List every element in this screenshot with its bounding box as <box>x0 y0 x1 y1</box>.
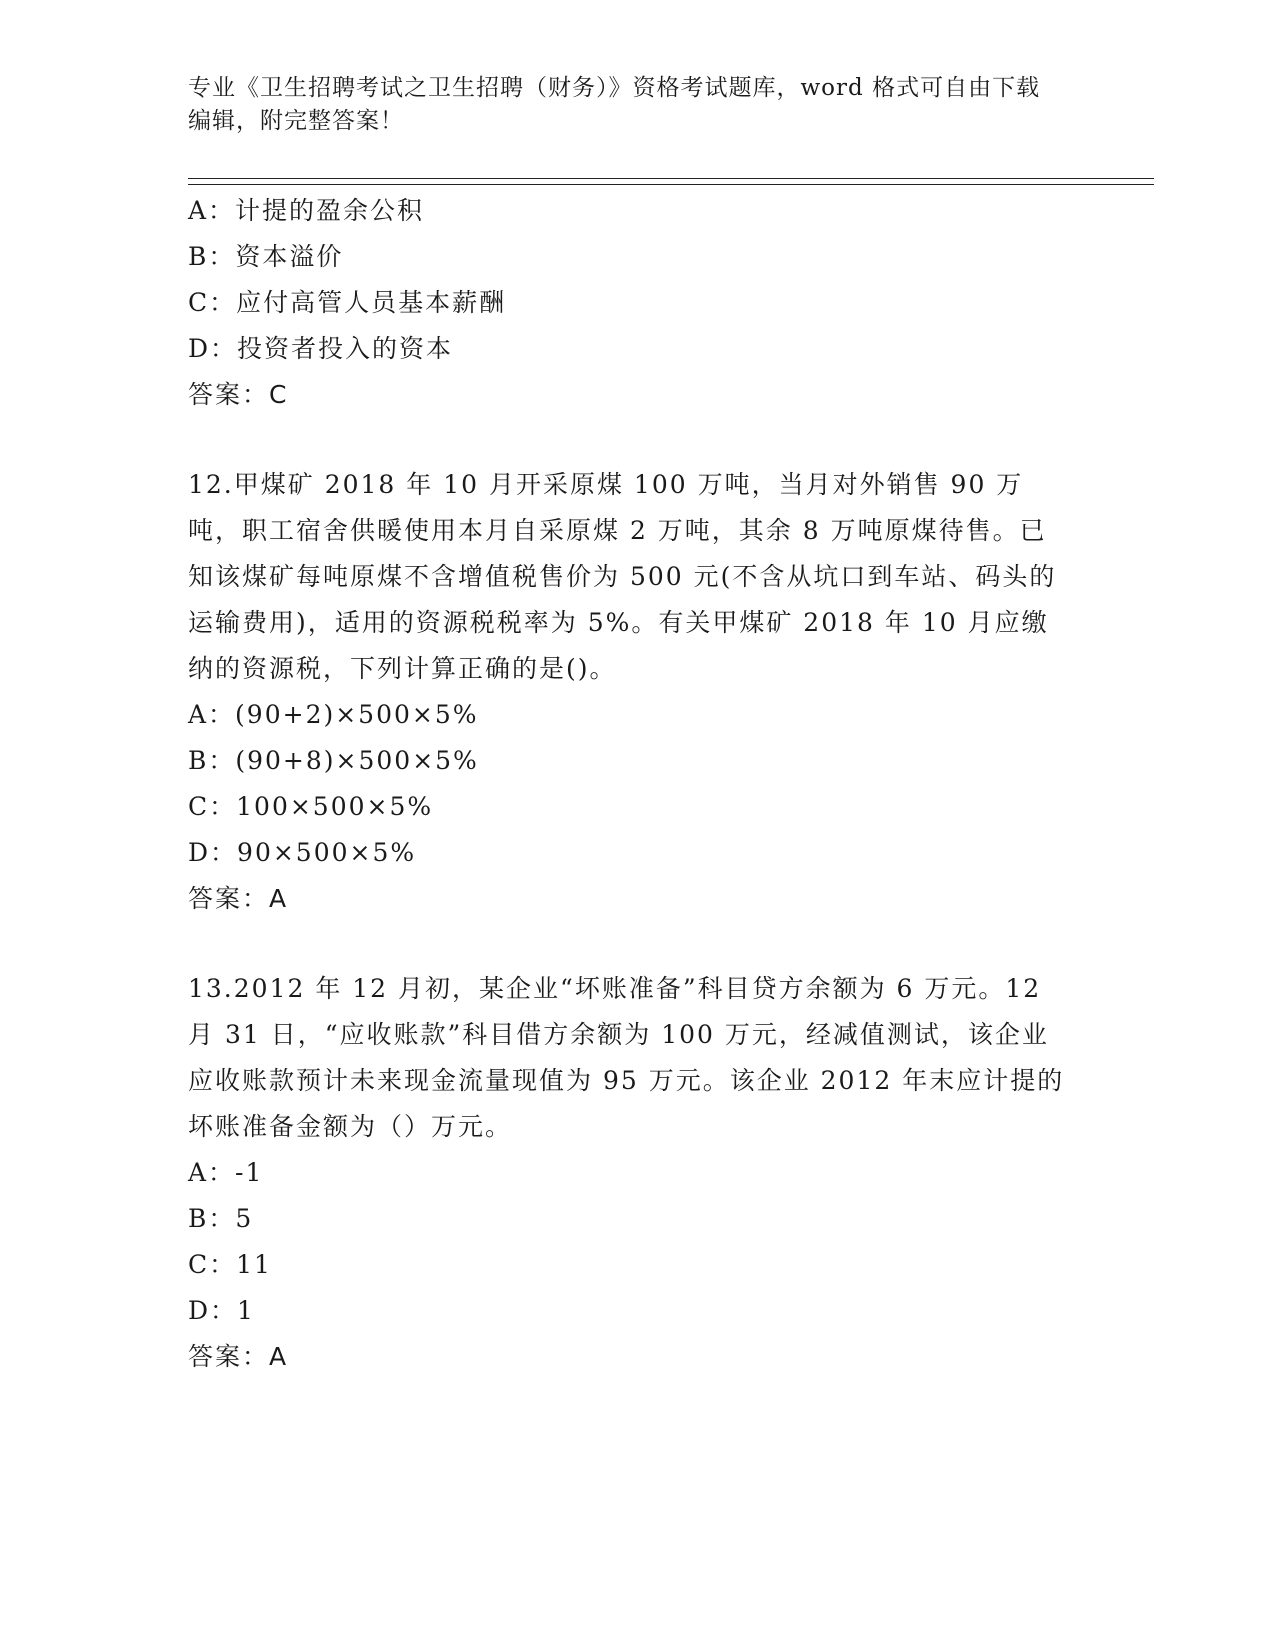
option-d: D：投资者投入的资本 <box>188 334 454 363</box>
option-d: D：90×500×5% <box>188 838 417 867</box>
answer: 答案：C <box>188 380 289 409</box>
option-b: B：5 <box>188 1204 254 1233</box>
option-b: B：资本溢价 <box>188 242 344 271</box>
question-list <box>188 188 1088 1380</box>
option-b: B：(90+8)×500×5% <box>188 746 479 775</box>
option-a: A：计提的盈余公积 <box>188 196 425 225</box>
question-stem: 12.甲煤矿 2018 年 10 月开采原煤 100 万吨，当月对外销售 90 万吨，职工宿舍供暖使用本月自采原煤 2 万吨，其余 8 万吨原煤待售。已知该煤矿每吨原煤不含增值税售价为 500 元(不含从坑口到车站、码头的运输费用)，适用的资源税税率为 5%。有关甲煤矿 2018 年 10 月应缴纳的资源税，下列计算正确的是()。 <box>188 470 1057 683</box>
question-13 <box>188 966 1088 1380</box>
question-11 <box>188 188 1088 418</box>
header-line-2: 编辑，附完整答案！ <box>188 108 404 134</box>
option-d: D：1 <box>188 1296 255 1325</box>
header-rule-bottom <box>188 184 1154 185</box>
option-c: C：11 <box>188 1250 272 1279</box>
question-12 <box>188 462 1088 922</box>
option-a: A：(90+2)×500×5% <box>188 700 479 729</box>
question-stem: 13.2012 年 12 月初，某企业“坏账准备”科目贷方余额为 6 万元。12 月 31 日，“应收账款”科目借方余额为 100 万元，经减值测试，该企业应收账款预计未来现金流量现值为 95 万元。该企业 2012 年末应计提的坏账准备金额为（）万元。 <box>188 974 1065 1141</box>
option-c: C：应付高管人员基本薪酬 <box>188 288 507 317</box>
option-a: A：-1 <box>188 1158 264 1187</box>
header-rule-top <box>188 178 1154 179</box>
answer: 答案：A <box>188 884 289 913</box>
header-line-1: 专业《卫生招聘考试之卫生招聘（财务）》资格考试题库，word 格式可自由下载 <box>188 75 1041 101</box>
answer: 答案：A <box>188 1342 289 1371</box>
document-header <box>188 72 1088 138</box>
option-c: C：100×500×5% <box>188 792 434 821</box>
